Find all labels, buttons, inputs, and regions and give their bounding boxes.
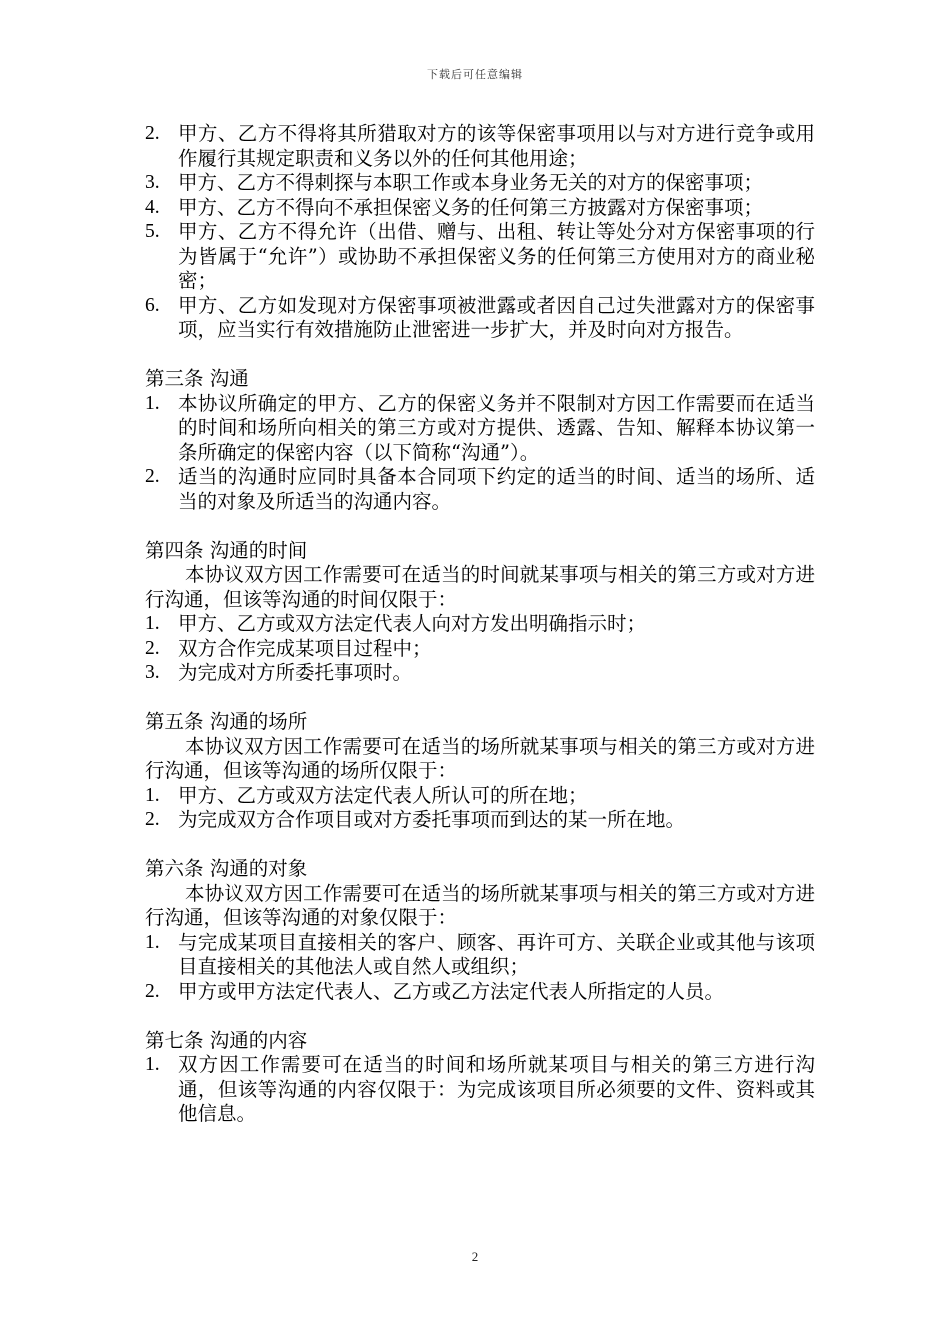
article-3-list [145, 392, 815, 515]
list-item [145, 171, 815, 196]
article-6-list [145, 931, 815, 1005]
list-number: 2. [145, 466, 160, 487]
document-body [145, 122, 815, 1127]
article-3-heading: 第三条 沟通 [145, 367, 249, 390]
list-number: 4. [145, 196, 160, 218]
list-text: 甲方、乙方不得向不承担保密义务的任何第三方披露对方保密事项； [178, 195, 764, 219]
list-text: 为完成对方所委托事项时。 [178, 661, 413, 684]
list-item [145, 294, 815, 343]
list-text: 甲方、乙方不得将其所猎取对方的该等保密事项用以与对方进行竞争或用作履行其规定职责和义务以外的任何其他用途； [178, 122, 815, 170]
list-number: 2. [145, 809, 160, 830]
list-text: 甲方或甲方法定代表人、乙方或乙方法定代表人所指定的人员。 [178, 979, 725, 1003]
list-number: 2. [145, 980, 160, 1002]
list-text: 甲方、乙方如发现对方保密事项被泄露或者因自己过失泄露对方的保密事项，应当实行有效措施防止泄密进一步扩大，并及时向对方报告。 [178, 293, 815, 341]
list-text: 甲方、乙方或双方法定代表人向对方发出明确指示时； [178, 612, 647, 635]
article-6-intro: 本协议双方因工作需要可在适当的场所就某事项与相关的第三方或对方进行沟通，但该等沟通的对象仅限于： [145, 881, 815, 929]
list-item [145, 392, 815, 466]
article-5-list [145, 784, 815, 833]
article-4-intro: 本协议双方因工作需要可在适当的时间就某事项与相关的第三方或对方进行沟通，但该等沟通的时间仅限于： [145, 563, 815, 611]
list-item [145, 220, 815, 294]
page-header: 下载后可任意编辑 [427, 68, 523, 81]
list-item [145, 931, 815, 980]
list-item [145, 1053, 815, 1127]
article-5-heading: 第五条 沟通的场所 [145, 710, 308, 733]
list-number: 2. [145, 637, 160, 659]
article-7-list [145, 1053, 815, 1127]
list-number: 6. [145, 294, 160, 316]
list-text: 与完成某项目直接相关的客户、顾客、再许可方、关联企业或其他与该项目直接相关的其他法人或自然人或组织； [178, 930, 815, 978]
article-7-heading: 第七条 沟通的内容 [145, 1028, 308, 1052]
list-number: 1. [145, 392, 160, 414]
list-item [145, 808, 815, 833]
list-item [145, 637, 815, 662]
list-number: 1. [145, 613, 160, 634]
list-number: 3. [145, 662, 160, 683]
list-number: 1. [145, 784, 160, 806]
article-4-list [145, 612, 815, 686]
page-number: 2 [471, 1249, 479, 1264]
list-text: 双方合作完成某项目过程中； [178, 636, 432, 660]
list-text: 双方因工作需要可在适当的时间和场所就某项目与相关的第三方进行沟通，但该等沟通的内容仅限于：为完成该项目所必须要的文件、资料或其他信息。 [178, 1053, 815, 1125]
list-item [145, 465, 815, 514]
list-number: 1. [145, 1054, 160, 1075]
list-item [145, 980, 815, 1005]
list-item [145, 196, 815, 221]
list-text: 甲方、乙方或双方法定代表人所认可的所在地； [178, 783, 588, 807]
list-number: 2. [145, 123, 160, 144]
list-item [145, 612, 815, 637]
list-text: 适当的沟通时应同时具备本合同项下约定的适当的时间、适当的场所、适当的对象及所适当的沟通内容。 [178, 465, 815, 513]
article-4-heading: 第四条 沟通的时间 [145, 538, 308, 562]
article-5-intro: 本协议双方因工作需要可在适当的场所就某事项与相关的第三方或对方进行沟通，但该等沟通的场所仅限于： [145, 734, 815, 782]
list-number: 5. [145, 221, 160, 242]
list-number: 3. [145, 172, 160, 193]
list-text: 甲方、乙方不得允许（出借、赠与、出租、转让等处分对方保密事项的行为皆属于“允许”）或协助不承担保密义务的任何第三方使用对方的商业秘密； [178, 220, 815, 292]
confidentiality-obligations-list [145, 122, 815, 343]
list-item [145, 661, 815, 686]
list-number: 1. [145, 931, 160, 953]
list-item [145, 122, 815, 171]
list-text: 甲方、乙方不得刺探与本职工作或本身业务无关的对方的保密事项； [178, 171, 764, 194]
list-text: 为完成双方合作项目或对方委托事项而到达的某一所在地。 [178, 808, 686, 831]
list-text: 本协议所确定的甲方、乙方的保密义务并不限制对方因工作需要而在适当的时间和场所向相关的第三方或对方提供、透露、告知、解释本协议第一条所确定的保密内容（以下简称“沟通”）。 [178, 391, 815, 464]
article-6-heading: 第六条 沟通的对象 [145, 857, 308, 880]
list-item [145, 784, 815, 809]
